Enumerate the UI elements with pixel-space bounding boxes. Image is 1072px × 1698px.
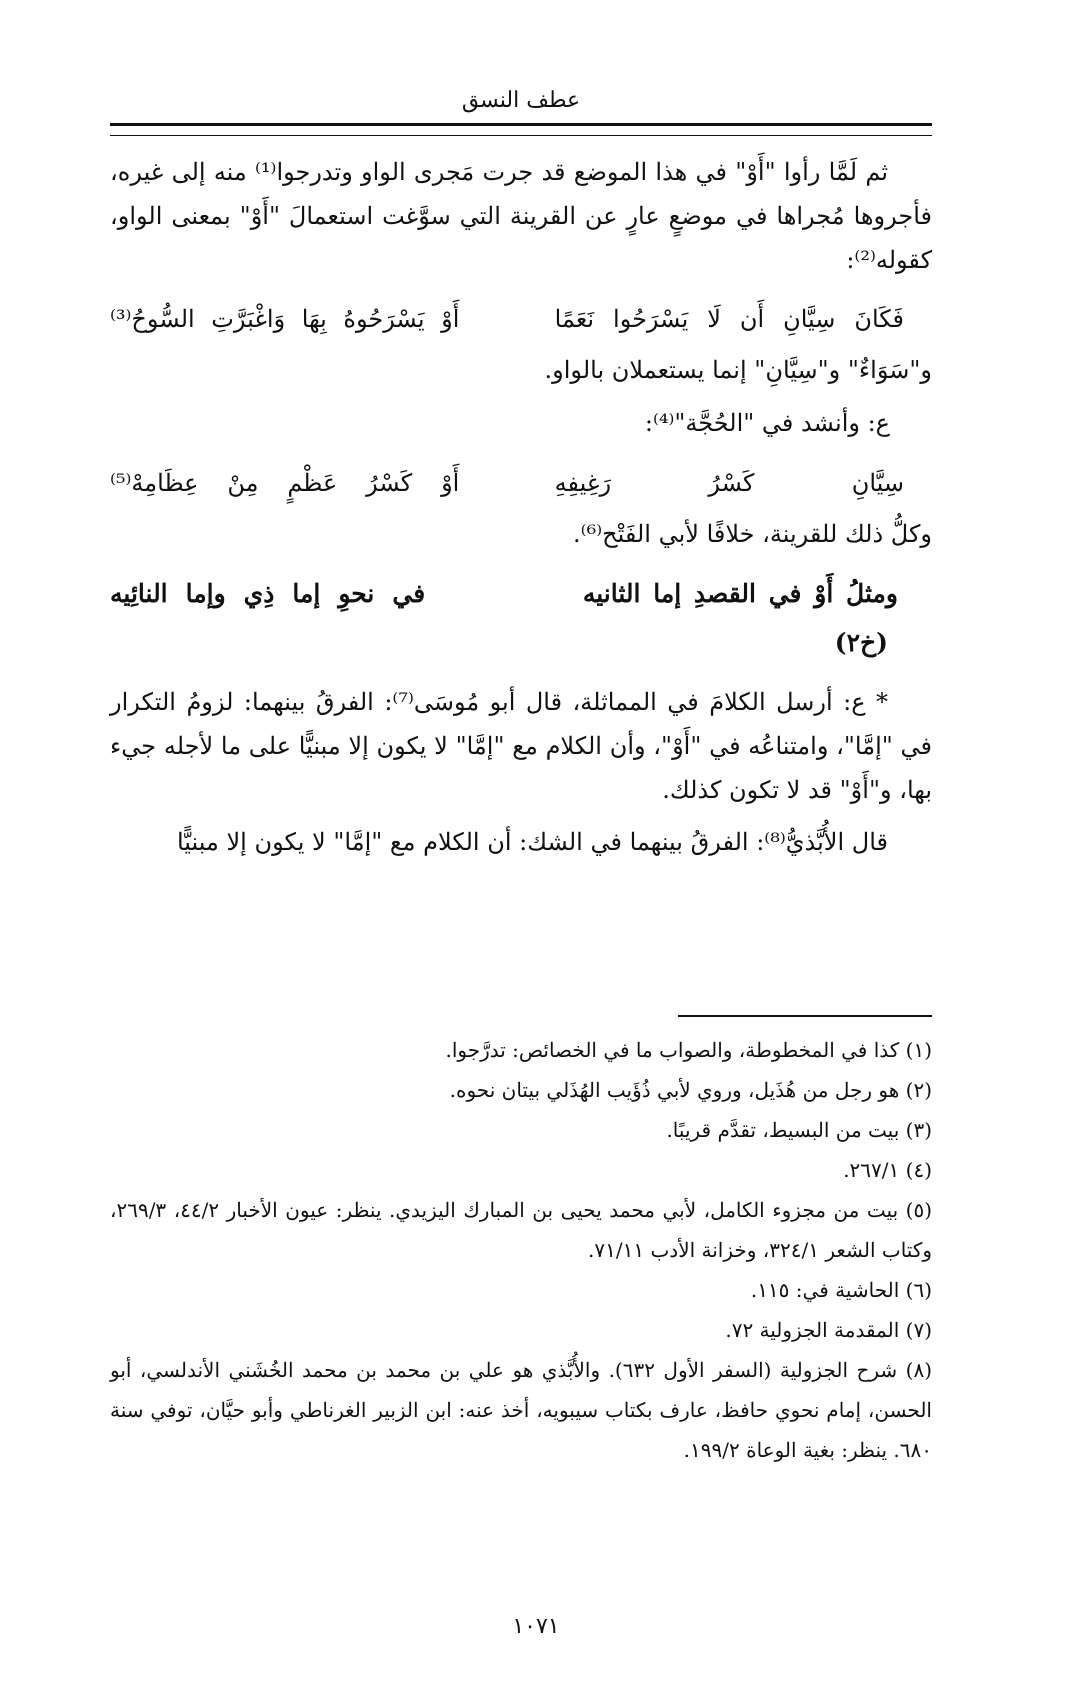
footnote-2: (٢) هو رجل من هُذَيل، وروي لأبي ذُؤَيب الهُذَلي بيتان نحوه. [449, 1078, 932, 1102]
footnote-6: (٦) الحاشية في: ١١٥. [750, 1278, 932, 1302]
footnote-4: (٤) ٢٦٧/١. [843, 1158, 932, 1182]
footnote-8: (٨) شرح الجزولية (السفر الأول ٦٣٢). والأُبَّذي هو علي بن محمد بن محمد الخُشَني الأندلسي، أبو الحسن، إمام نحوي حافظ، عارف بكتاب سيبويه، أخذ عنه: ابن الزبير الغرناطي وأبو حيَّان، توفي سنة ٦٨٠. ينظر: بغية الوعاة ١٩٩/٢. [110, 1358, 933, 1462]
verse-1-first-hemistich: فَكَانَ سِيَّانِ أَن لَا يَسْرَحُوا نَعَمًا [554, 305, 904, 333]
paragraph-4: وكلُّ ذلك للقرينة، خلافًا لأبي الفَتْح⁽⁶⁾. [573, 520, 932, 548]
main-text [110, 150, 932, 864]
poem-code: (خ٢) [834, 628, 888, 657]
footnote-3: (٣) بيت من البسيط، تقدَّم قريبًا. [666, 1118, 932, 1142]
footnote-1: (١) كذا في المخطوطة، والصواب ما في الخصائص: تدرَّجوا. [445, 1038, 932, 1062]
footnotes [110, 1030, 932, 1470]
poem-line [110, 570, 932, 618]
verse-2 [110, 460, 932, 506]
page-number: ١٠٧١ [512, 1614, 560, 1639]
paragraph-5: * ع: أرسل الكلامَ في المماثلة، قال أبو مُوسَى⁽⁷⁾: الفرقُ بينهما: لزومُ التكرار في "إمَّا"، وامتناعُه في "أَوْ"، وأن الكلام مع "إمَّا" لا يكون إلا مبنيًّا على ما لأجله جيء بها، و"أَوْ" قد لا تكون كذلك. [110, 688, 932, 804]
footnote-7: (٧) المقدمة الجزولية ٧٢. [725, 1318, 932, 1342]
verse-2-second-hemistich: أَوْ كَسْرُ عَظْمٍ مِنْ عِظَامِهْ⁽⁵⁾ [110, 469, 460, 497]
verse-2-first-hemistich: سِيَّانِ كَسْرُ رَغِيفِهِ [554, 469, 904, 497]
footnote-5: (٥) بيت من مجزوء الكامل، لأبي محمد يحيى بن المبارك اليزيدي. ينظر: عيون الأخبار ٤٤/٢، ٢٦٩/٣، وكتاب الشعر ٣٢٤/١، وخزانة الأدب ٧١/١١. [110, 1198, 933, 1262]
verse-1-second-hemistich: أَوْ يَسْرَحُوهُ بِهَا وَاغْبَرَّتِ السُّوحُ⁽³⁾ [110, 305, 460, 333]
poem-first-hemistich: ومثلُ أَوْ في القصدِ إما الثانيه [582, 579, 898, 608]
header-rule-thick [110, 123, 932, 126]
verse-1 [110, 296, 932, 342]
paragraph-3: ع: وأنشد في "الحُجَّة"⁽⁴⁾: [644, 409, 890, 437]
footnote-separator [678, 1015, 932, 1017]
running-header: عطف النسق [461, 88, 581, 113]
paragraph-6: قال الأُبَّذيُّ⁽⁸⁾: الفرقُ بينهما في الشك: أن الكلام مع "إمَّا" لا يكون إلا مبنيًّا [176, 828, 888, 856]
paragraph-1: ثم لَمَّا رأوا "أَوْ" في هذا الموضع قد جرت مَجرى الواو وتدرجوا⁽¹⁾ منه إلى غيره، فأجروها مُجراها في موضعٍ عارٍ عن القرينة التي سوَّغت استعمالَ "أَوْ" بمعنى الواو، كقوله⁽²⁾: [110, 158, 932, 274]
paragraph-2: و"سَوَاءٌ" و"سِيَّانِ" إنما يستعملان بالواو. [544, 356, 932, 384]
poem-second-hemistich: في نحوِ إما ذِي وإما النائِيه [110, 579, 426, 608]
header-rule-thin [110, 135, 932, 136]
